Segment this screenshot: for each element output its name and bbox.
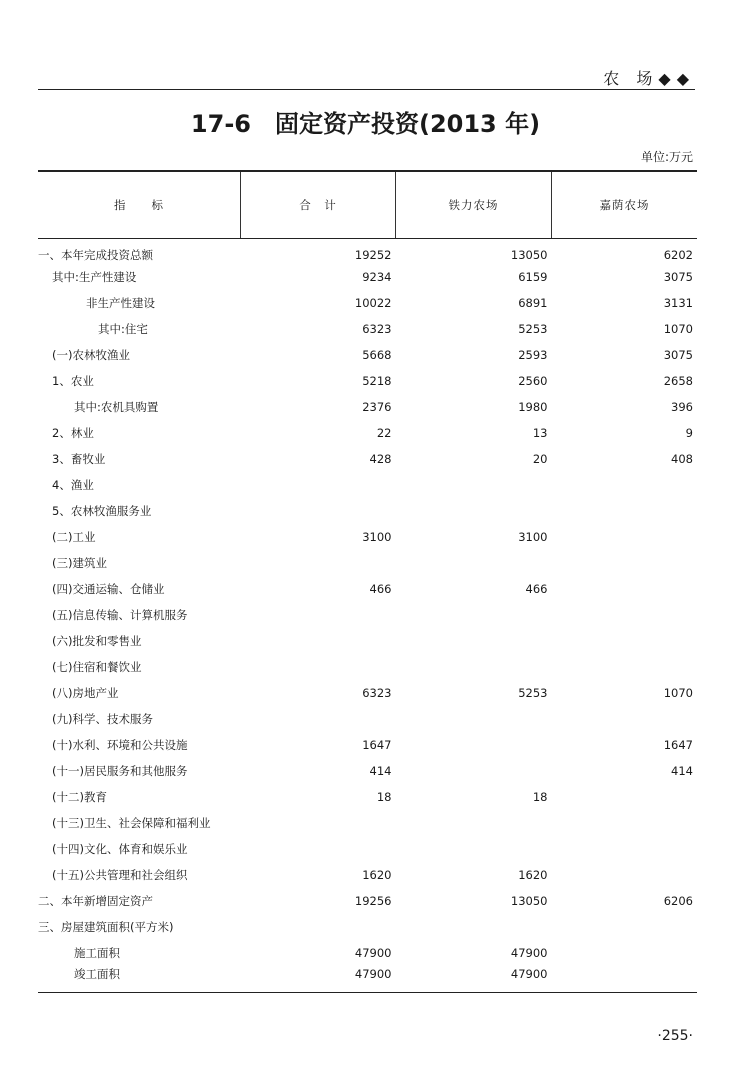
cell-jiayin <box>552 550 698 576</box>
cell-tieli <box>396 628 552 654</box>
cell-tieli <box>396 498 552 524</box>
cell-tieli: 13050 <box>510 248 548 263</box>
table-row <box>38 368 697 394</box>
cell-total: 2376 <box>362 400 392 414</box>
row-label: 二、本年新增固定资产 <box>38 894 153 908</box>
cell-total <box>241 628 396 654</box>
table-row <box>38 550 697 576</box>
row-label: 4、渔业 <box>52 478 94 492</box>
cell-total <box>241 498 396 524</box>
row-label: 一、本年完成投资总额 <box>38 248 153 263</box>
cell-total: 19252 <box>354 248 392 263</box>
cell-total <box>241 914 396 940</box>
cell-total: 5668 <box>362 348 392 362</box>
cell-jiayin: 3075 <box>663 270 693 284</box>
table-row <box>38 498 697 524</box>
table-row <box>38 680 697 706</box>
table-row <box>38 628 697 654</box>
cell-tieli: 13 <box>532 426 548 440</box>
cell-tieli: 6891 <box>518 296 548 310</box>
cell-tieli <box>396 706 552 732</box>
row-label: 施工面积 <box>74 946 120 960</box>
row-label: (三)建筑业 <box>52 556 107 570</box>
table-row <box>38 862 697 888</box>
cell-total: 6323 <box>362 322 392 336</box>
cell-total: 414 <box>369 764 392 778</box>
row-label: 5、农林牧渔服务业 <box>52 504 152 518</box>
cell-tieli: 2593 <box>518 348 548 362</box>
row-label: (一)农林牧渔业 <box>52 348 130 362</box>
cell-total <box>241 550 396 576</box>
cell-jiayin: 1647 <box>663 738 693 752</box>
cell-total: 47900 <box>354 946 392 960</box>
table-body <box>38 238 697 993</box>
column-header-tieli: 铁力农场 <box>396 171 552 238</box>
row-label: 2、林业 <box>52 426 94 440</box>
cell-jiayin <box>552 784 698 810</box>
cell-tieli: 18 <box>532 790 548 804</box>
cell-tieli: 466 <box>525 582 548 596</box>
cell-tieli <box>396 550 552 576</box>
section-header: 农 场◆◆ <box>603 69 695 88</box>
cell-jiayin <box>552 524 698 550</box>
cell-tieli: 1980 <box>518 400 548 414</box>
table-row <box>38 706 697 732</box>
cell-tieli: 13050 <box>510 894 548 908</box>
row-label: (七)住宿和餐饮业 <box>52 660 142 674</box>
table-row <box>38 524 697 550</box>
cell-tieli: 2560 <box>518 374 548 388</box>
page-number: ·255· <box>657 1028 693 1044</box>
cell-jiayin: 6202 <box>663 248 693 263</box>
cell-jiayin: 3131 <box>663 296 693 310</box>
row-label: (二)工业 <box>52 530 96 544</box>
row-label: (八)房地产业 <box>52 686 119 700</box>
table-row <box>38 264 697 290</box>
row-label: (十五)公共管理和社会组织 <box>52 868 188 882</box>
cell-tieli: 5253 <box>518 686 548 700</box>
column-header-jiayin: 嘉荫农场 <box>552 171 698 238</box>
table-row <box>38 446 697 472</box>
row-label: 竣工面积 <box>38 966 241 993</box>
table-row <box>38 836 697 862</box>
row-label: (十四)文化、体育和娱乐业 <box>52 842 188 856</box>
cell-jiayin: 408 <box>671 452 693 466</box>
header-rule <box>38 89 695 90</box>
cell-total: 428 <box>369 452 392 466</box>
row-label: (四)交通运输、仓储业 <box>52 582 165 596</box>
cell-total <box>241 836 396 862</box>
row-label: 三、房屋建筑面积(平方米) <box>38 920 174 934</box>
cell-jiayin <box>552 628 698 654</box>
cell-jiayin <box>552 966 698 993</box>
cell-total: 19256 <box>354 894 392 908</box>
row-label: 3、畜牧业 <box>52 452 106 466</box>
cell-tieli <box>396 758 552 784</box>
table-row <box>38 472 697 498</box>
row-label: (六)批发和零售业 <box>52 634 142 648</box>
cell-jiayin <box>552 836 698 862</box>
row-label: 1、农业 <box>52 374 94 388</box>
table-row <box>38 342 697 368</box>
cell-total: 5218 <box>362 374 392 388</box>
cell-total: 466 <box>369 582 392 596</box>
cell-tieli <box>396 472 552 498</box>
unit-label: 单位:万元 <box>640 150 693 164</box>
cell-tieli <box>396 602 552 628</box>
row-label: 其中:生产性建设 <box>52 270 137 284</box>
cell-total <box>241 810 396 836</box>
row-label: (十一)居民服务和其他服务 <box>52 764 188 778</box>
cell-jiayin: 3075 <box>663 348 693 362</box>
table-row <box>38 238 697 264</box>
cell-tieli <box>396 836 552 862</box>
cell-tieli: 3100 <box>518 530 548 544</box>
cell-total: 6323 <box>362 686 392 700</box>
table-row <box>38 394 697 420</box>
table-row <box>38 914 697 940</box>
cell-total <box>241 602 396 628</box>
cell-tieli: 6159 <box>518 270 548 284</box>
table-row <box>38 966 697 993</box>
table-row <box>38 940 697 966</box>
cell-jiayin <box>552 654 698 680</box>
cell-jiayin: 9 <box>685 426 693 440</box>
cell-total: 18 <box>376 790 392 804</box>
row-label: 其中:住宅 <box>98 322 148 336</box>
table-row <box>38 732 697 758</box>
row-label: 其中:农机具购置 <box>74 400 159 414</box>
column-header-total: 合 计 <box>241 171 396 238</box>
page-title: 17-6 固定资产投资(2013 年) <box>190 110 541 138</box>
cell-jiayin <box>552 862 698 888</box>
cell-jiayin <box>552 914 698 940</box>
table-row <box>38 654 697 680</box>
cell-tieli: 47900 <box>510 946 548 960</box>
cell-jiayin <box>552 576 698 602</box>
cell-tieli <box>396 654 552 680</box>
cell-jiayin: 6206 <box>663 894 693 908</box>
investment-table <box>38 170 697 993</box>
cell-tieli: 47900 <box>396 966 552 993</box>
cell-total: 3100 <box>362 530 392 544</box>
column-header-indicator: 指 标 <box>38 171 241 238</box>
cell-jiayin <box>552 602 698 628</box>
table-row <box>38 420 697 446</box>
cell-jiayin <box>552 472 698 498</box>
cell-total: 47900 <box>241 966 396 993</box>
row-label: (五)信息传输、计算机服务 <box>52 608 188 622</box>
cell-jiayin <box>552 940 698 966</box>
cell-jiayin <box>552 706 698 732</box>
row-label: 非生产性建设 <box>86 296 155 310</box>
table-row <box>38 576 697 602</box>
cell-total <box>241 472 396 498</box>
cell-tieli: 20 <box>532 452 548 466</box>
cell-jiayin <box>552 810 698 836</box>
cell-total: 1620 <box>362 868 392 882</box>
cell-jiayin: 1070 <box>663 322 693 336</box>
cell-jiayin: 396 <box>671 400 693 414</box>
table-row <box>38 602 697 628</box>
row-label: (十二)教育 <box>52 790 107 804</box>
table-header-row <box>38 171 697 238</box>
row-label: (十三)卫生、社会保障和福利业 <box>52 816 211 830</box>
cell-total <box>241 706 396 732</box>
row-label: (十)水利、环境和公共设施 <box>52 738 188 752</box>
table-row <box>38 810 697 836</box>
table-row <box>38 784 697 810</box>
cell-tieli <box>396 810 552 836</box>
cell-tieli: 1620 <box>518 868 548 882</box>
cell-jiayin: 1070 <box>663 686 693 700</box>
cell-jiayin <box>552 498 698 524</box>
cell-jiayin: 414 <box>671 764 693 778</box>
table-row <box>38 290 697 316</box>
cell-total <box>241 654 396 680</box>
cell-total: 1647 <box>362 738 392 752</box>
row-label: (九)科学、技术服务 <box>52 712 153 726</box>
cell-total: 22 <box>376 426 392 440</box>
table-row <box>38 758 697 784</box>
cell-total: 10022 <box>354 296 392 310</box>
cell-total: 9234 <box>362 270 392 284</box>
table-row <box>38 316 697 342</box>
cell-tieli: 5253 <box>518 322 548 336</box>
table-row <box>38 888 697 914</box>
cell-jiayin: 2658 <box>663 374 693 388</box>
cell-tieli <box>396 914 552 940</box>
cell-tieli <box>396 732 552 758</box>
